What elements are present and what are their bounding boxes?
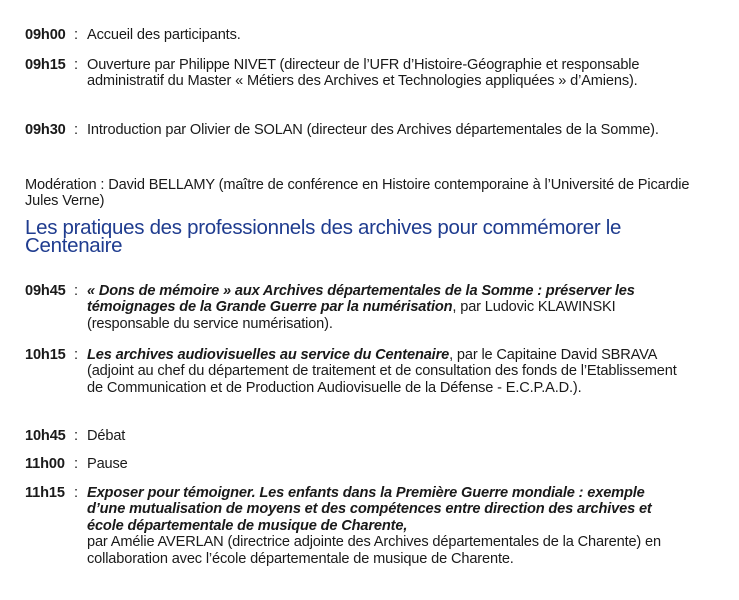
talk-speaker: par Amélie AVERLAN (directrice adjointe des Archives départementales de la Charente) en collaboration avec l’école départementale de musique de Charente. — [87, 534, 661, 567]
item-time: 10h15 — [25, 347, 66, 363]
item-text — [87, 347, 682, 396]
item-time: 11h15 — [25, 485, 65, 501]
item-text: Accueil des participants. — [87, 27, 241, 43]
item-text: Pause — [87, 456, 128, 472]
item-colon: : — [74, 456, 78, 472]
item-time: 11h00 — [25, 456, 65, 472]
item-time: 09h15 — [25, 57, 66, 73]
item-colon: : — [74, 347, 78, 363]
item-time: 09h30 — [25, 122, 66, 138]
talk-speaker: , par le Capitaine David SBRAVA (adjoint au chef du département de traitement et de consultation des fonds de l’Etablissement de Communication et de Production Audiovisuelle de la Défense - E.C.P.A.D.). — [87, 347, 677, 396]
item-text: Débat — [87, 428, 126, 444]
item-colon: : — [74, 122, 78, 138]
moderation-note: Modération : David BELLAMY (maître de conférence en Histoire contemporaine à l’Université de Picardie Jules Verne) — [25, 177, 690, 210]
program-item — [25, 428, 719, 444]
talk-title: « Dons de mémoire » aux Archives départementales de la Somme : préserver les témoignages de la Grande Guerre par la numérisation — [87, 283, 635, 316]
item-text: Introduction par Olivier de SOLAN (directeur des Archives départementales de la Somme). — [87, 122, 659, 138]
program-item — [25, 456, 719, 472]
program-item — [25, 347, 719, 396]
item-colon: : — [74, 428, 78, 444]
section-title: Les pratiques des professionnels des archives pour commémorer le Centenaire — [25, 216, 622, 257]
talk-title: Exposer pour témoigner. Les enfants dans la Première Guerre mondiale : exemple d’une mutualisation de moyens et des compétences entre direction des archives et école départementale de musique de Charente, — [87, 485, 652, 534]
item-colon: : — [74, 27, 78, 43]
item-text — [87, 485, 667, 567]
item-time: 09h00 — [25, 27, 66, 43]
item-text — [87, 283, 682, 332]
item-time: 10h45 — [25, 428, 66, 444]
program-item — [25, 122, 719, 138]
talk-speaker: , par Ludovic KLAWINSKI (responsable du service numérisation). — [87, 299, 616, 332]
item-colon: : — [74, 485, 78, 501]
item-colon: : — [74, 283, 78, 299]
talk-title: Les archives audiovisuelles au service du Centenaire — [87, 347, 450, 363]
item-text: Ouverture par Philippe NIVET (directeur de l’UFR d’Histoire-Géographie et responsable administratif du Master « Métiers des Archives et Technologies appliquées » d’Amiens). — [87, 57, 640, 90]
program-item — [25, 57, 719, 90]
program-item — [25, 27, 719, 43]
item-time: 09h45 — [25, 283, 66, 299]
item-colon: : — [74, 57, 78, 73]
program-item — [25, 485, 719, 567]
program-item — [25, 283, 719, 332]
